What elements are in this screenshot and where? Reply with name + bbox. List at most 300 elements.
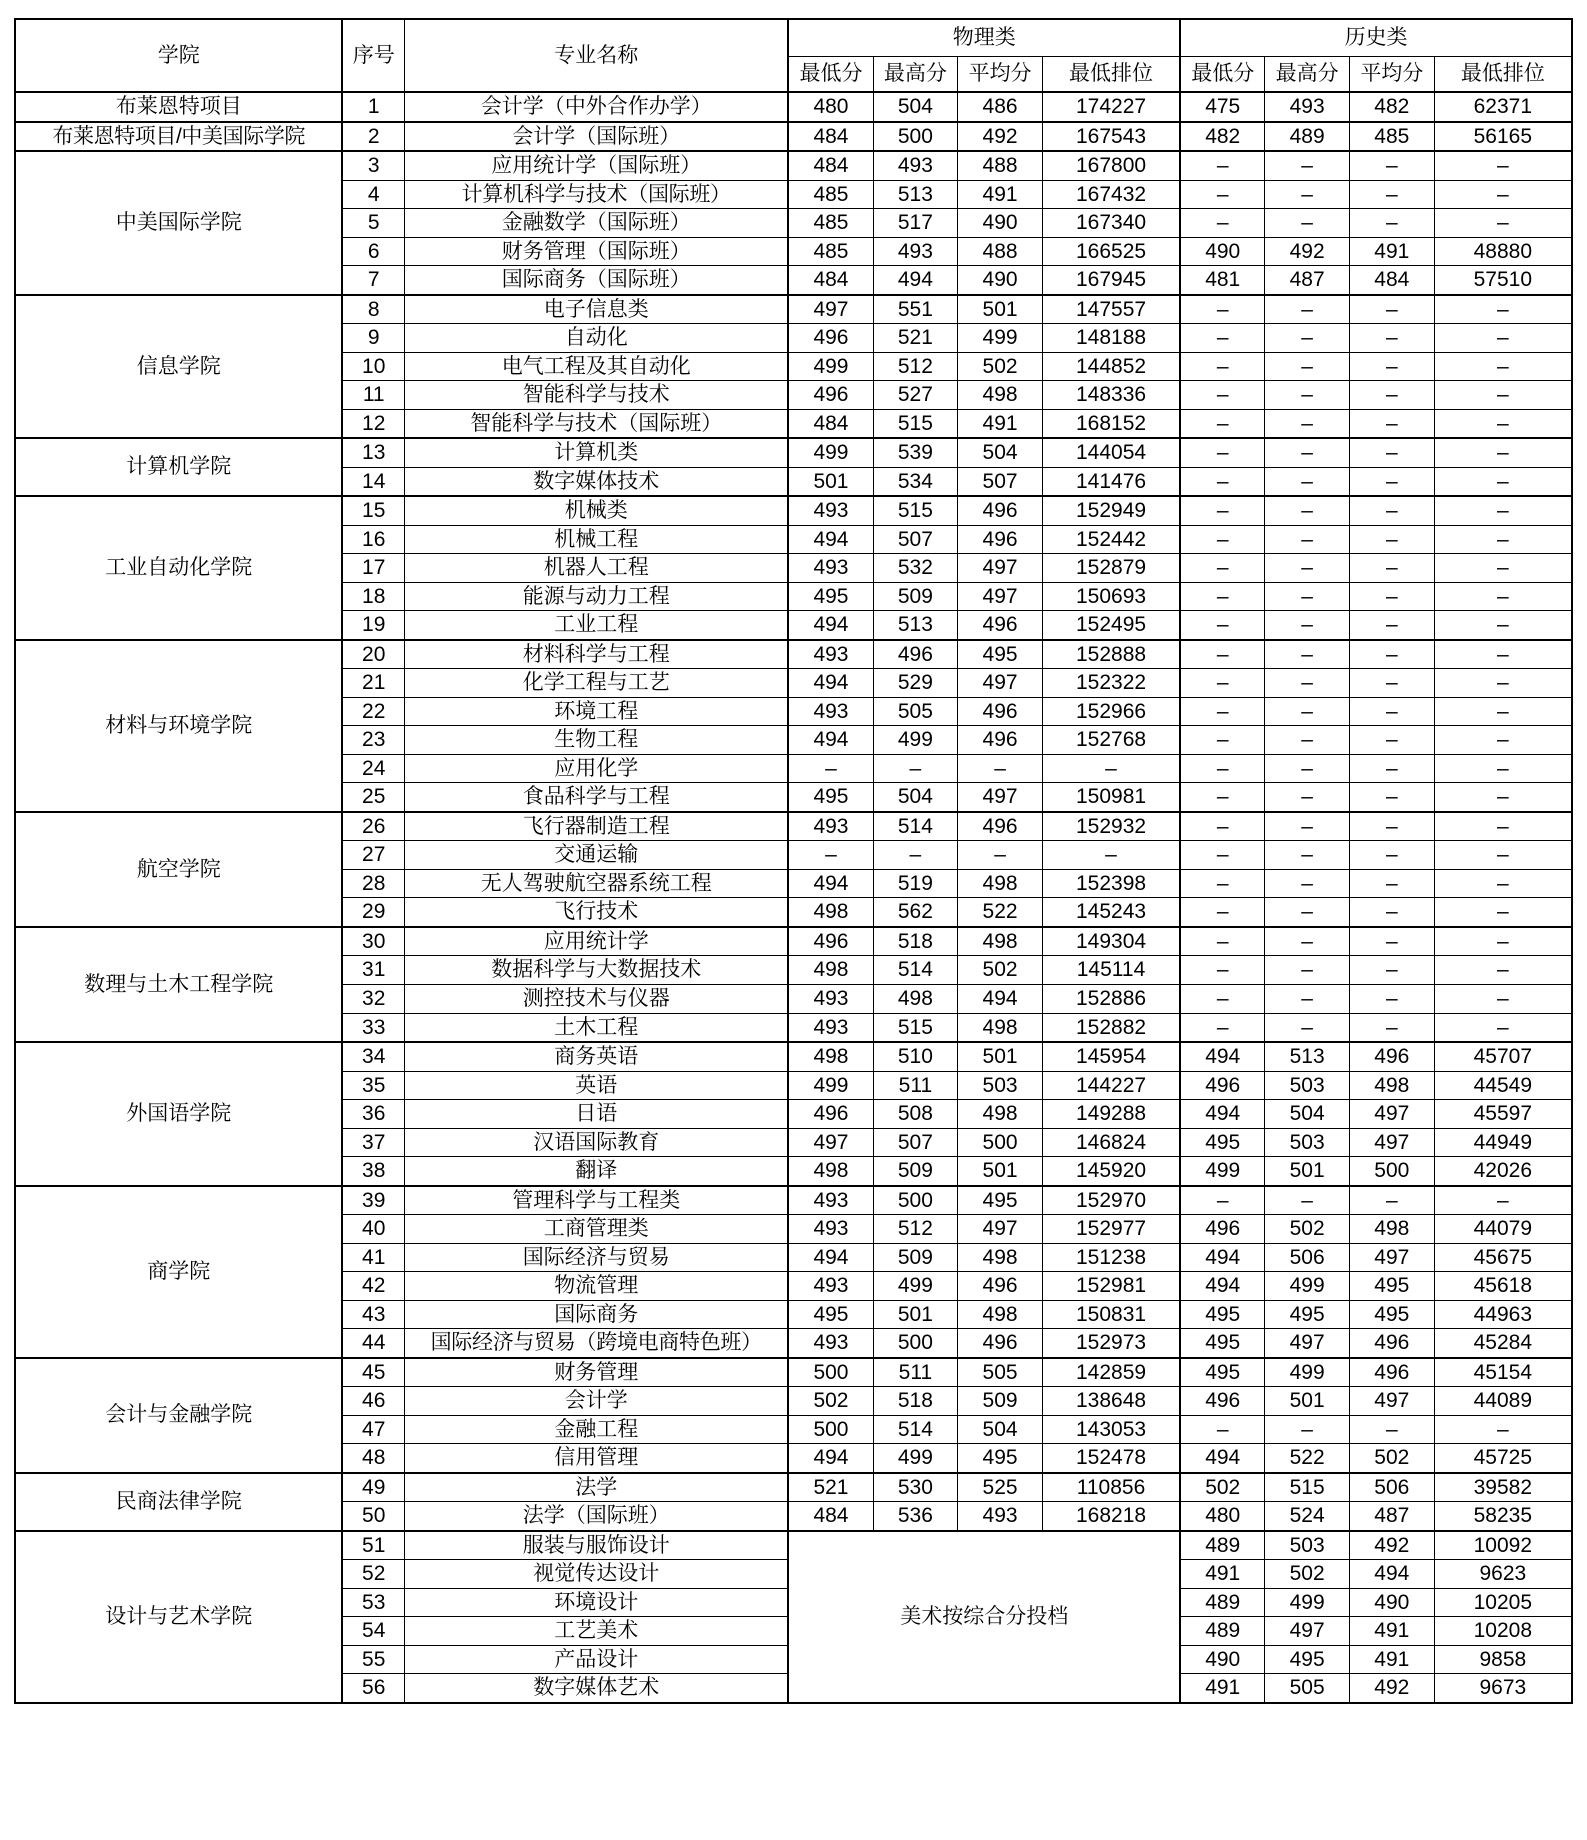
cell-history-min: 499 [1180,1157,1265,1186]
cell-physics-max: 496 [873,640,958,669]
cell-major: 数据科学与大数据技术 [405,956,789,985]
cell-physics-rank: 149288 [1042,1100,1180,1129]
cell-index: 14 [342,467,404,496]
cell-history-rank: – [1434,984,1572,1013]
cell-history-rank: 45597 [1434,1100,1572,1129]
cell-physics-max: 499 [873,1272,958,1301]
cell-index: 1 [342,92,404,122]
cell-history-avg: 500 [1349,1157,1434,1186]
cell-history-avg: 492 [1349,1531,1434,1560]
cell-physics-rank: 152442 [1042,525,1180,554]
cell-history-min: 494 [1180,1100,1265,1129]
cell-history-avg: – [1349,812,1434,841]
cell-history-rank: – [1434,898,1572,927]
cell-physics-min: 498 [788,956,873,985]
cell-college: 布莱恩特项目 [15,92,342,122]
admission-score-table [14,18,1573,1704]
cell-major: 材料科学与工程 [405,640,789,669]
cell-physics-max: 493 [873,151,958,180]
cell-history-avg: – [1349,869,1434,898]
cell-history-max: – [1265,726,1350,755]
cell-major: 翻译 [405,1157,789,1186]
cell-physics-avg: 503 [958,1071,1043,1100]
cell-index: 41 [342,1243,404,1272]
cell-index: 48 [342,1444,404,1473]
cell-history-max: 503 [1265,1128,1350,1157]
cell-history-rank: – [1434,409,1572,438]
cell-history-avg: 491 [1349,1645,1434,1674]
cell-history-avg: – [1349,352,1434,381]
cell-history-max: – [1265,841,1350,870]
cell-physics-avg: 488 [958,151,1043,180]
cell-physics-max: 501 [873,1300,958,1329]
cell-physics-max: 513 [873,180,958,209]
cell-major: 无人驾驶航空器系统工程 [405,869,789,898]
cell-history-max: – [1265,611,1350,640]
cell-physics-min: 494 [788,1444,873,1473]
cell-history-min: – [1180,409,1265,438]
cell-history-min: 490 [1180,1645,1265,1674]
cell-physics-avg: 507 [958,467,1043,496]
cell-physics-avg: 496 [958,525,1043,554]
cell-physics-min: 493 [788,697,873,726]
cell-index: 31 [342,956,404,985]
cell-history-avg: – [1349,1186,1434,1215]
cell-history-rank: 45707 [1434,1042,1572,1071]
cell-physics-max: 509 [873,582,958,611]
cell-physics-avg: 522 [958,898,1043,927]
cell-history-avg: – [1349,467,1434,496]
cell-history-rank: – [1434,151,1572,180]
cell-index: 22 [342,697,404,726]
cell-history-max: 492 [1265,237,1350,266]
cell-history-max: – [1265,898,1350,927]
cell-physics-rank: 145954 [1042,1042,1180,1071]
cell-history-rank: 45618 [1434,1272,1572,1301]
cell-history-avg: 497 [1349,1128,1434,1157]
cell-physics-min: 494 [788,669,873,698]
cell-index: 23 [342,726,404,755]
cell-physics-min: 493 [788,1013,873,1042]
cell-physics-min: 494 [788,869,873,898]
cell-physics-min: 499 [788,1071,873,1100]
table-row [15,1531,1572,1560]
cell-history-min: 489 [1180,1617,1265,1646]
cell-major: 自动化 [405,324,789,353]
cell-history-min: 494 [1180,1243,1265,1272]
cell-history-rank: – [1434,1415,1572,1444]
cell-physics-max: 508 [873,1100,958,1129]
cell-physics-rank: 152977 [1042,1215,1180,1244]
cell-major: 国际商务 [405,1300,789,1329]
table-row [15,438,1572,467]
cell-physics-max: 527 [873,381,958,410]
cell-physics-min: 495 [788,1300,873,1329]
cell-college: 材料与环境学院 [15,640,342,812]
cell-physics-rank: 152886 [1042,984,1180,1013]
table-row [15,122,1572,152]
cell-physics-max: 517 [873,209,958,238]
table-row [15,496,1572,525]
cell-history-min: – [1180,841,1265,870]
cell-history-max: 502 [1265,1560,1350,1589]
cell-history-rank: – [1434,1186,1572,1215]
cell-history-avg: 494 [1349,1560,1434,1589]
header-physics-rank: 最低排位 [1042,57,1180,93]
cell-physics-min: 496 [788,927,873,956]
table-row [15,151,1572,180]
cell-history-max: 493 [1265,92,1350,122]
cell-history-rank: – [1434,525,1572,554]
cell-history-min: 494 [1180,1272,1265,1301]
cell-physics-avg: 494 [958,984,1043,1013]
header-physics-min: 最低分 [788,57,873,93]
cell-history-min: – [1180,352,1265,381]
cell-history-min: – [1180,496,1265,525]
cell-college: 工业自动化学院 [15,496,342,640]
cell-index: 29 [342,898,404,927]
cell-history-avg: – [1349,640,1434,669]
cell-physics-avg: 490 [958,209,1043,238]
header-physics-max: 最高分 [873,57,958,93]
cell-history-rank: 39582 [1434,1473,1572,1502]
cell-major: 财务管理 [405,1358,789,1387]
cell-physics-max: 504 [873,783,958,812]
cell-major: 金融数学（国际班） [405,209,789,238]
cell-physics-avg: 502 [958,352,1043,381]
cell-history-min: 495 [1180,1128,1265,1157]
cell-physics-avg: 495 [958,640,1043,669]
cell-history-avg: – [1349,669,1434,698]
cell-history-avg: 497 [1349,1243,1434,1272]
cell-physics-max: 532 [873,554,958,583]
cell-major: 英语 [405,1071,789,1100]
cell-major: 智能科学与技术（国际班） [405,409,789,438]
cell-physics-max: 500 [873,122,958,152]
cell-major: 日语 [405,1100,789,1129]
cell-index: 35 [342,1071,404,1100]
cell-physics-max: 518 [873,927,958,956]
cell-history-rank: – [1434,381,1572,410]
cell-major: 会计学（国际班） [405,122,789,152]
cell-history-min: 480 [1180,1502,1265,1531]
cell-major: 机器人工程 [405,554,789,583]
cell-physics-rank: 152932 [1042,812,1180,841]
cell-history-max: 522 [1265,1444,1350,1473]
cell-major: 环境设计 [405,1588,789,1617]
cell-history-max: 505 [1265,1674,1350,1703]
cell-history-rank: 44963 [1434,1300,1572,1329]
cell-history-min: – [1180,697,1265,726]
cell-physics-avg: 498 [958,381,1043,410]
cell-history-max: 499 [1265,1272,1350,1301]
cell-history-rank: 57510 [1434,266,1572,295]
cell-physics-max: 536 [873,1502,958,1531]
cell-major: 金融工程 [405,1415,789,1444]
cell-history-max: – [1265,1415,1350,1444]
cell-index: 25 [342,783,404,812]
cell-major: 汉语国际教育 [405,1128,789,1157]
cell-history-max: – [1265,151,1350,180]
cell-physics-rank: 138648 [1042,1387,1180,1416]
cell-physics-rank: 142859 [1042,1358,1180,1387]
cell-physics-rank: 167340 [1042,209,1180,238]
cell-physics-rank: 150981 [1042,783,1180,812]
cell-history-min: – [1180,1186,1265,1215]
cell-physics-max: 519 [873,869,958,898]
cell-physics-max: 500 [873,1329,958,1358]
cell-physics-rank: 148336 [1042,381,1180,410]
cell-history-rank: 58235 [1434,1502,1572,1531]
cell-index: 9 [342,324,404,353]
cell-index: 28 [342,869,404,898]
cell-physics-rank: 144227 [1042,1071,1180,1100]
cell-physics-rank: 167543 [1042,122,1180,152]
cell-history-max: – [1265,409,1350,438]
cell-history-avg: – [1349,151,1434,180]
cell-history-min: – [1180,927,1265,956]
cell-history-min: – [1180,209,1265,238]
cell-history-min: 491 [1180,1674,1265,1703]
cell-history-min: 482 [1180,122,1265,152]
cell-history-min: – [1180,726,1265,755]
header-group-history: 历史类 [1180,19,1572,57]
cell-physics-min: 497 [788,295,873,324]
cell-physics-avg: 496 [958,1272,1043,1301]
cell-physics-min: 485 [788,237,873,266]
cell-physics-max: 499 [873,726,958,755]
cell-major: 机械工程 [405,525,789,554]
cell-physics-min: – [788,754,873,783]
cell-physics-max: 507 [873,1128,958,1157]
cell-physics-min: 494 [788,525,873,554]
cell-index: 46 [342,1387,404,1416]
cell-physics-avg: 495 [958,1444,1043,1473]
cell-physics-avg: 505 [958,1358,1043,1387]
cell-index: 6 [342,237,404,266]
cell-physics-rank: 150693 [1042,582,1180,611]
table-row [15,927,1572,956]
cell-history-avg: 497 [1349,1100,1434,1129]
cell-physics-min: 494 [788,726,873,755]
cell-major: 电气工程及其自动化 [405,352,789,381]
cell-physics-max: 515 [873,409,958,438]
cell-physics-rank: 168152 [1042,409,1180,438]
cell-index: 4 [342,180,404,209]
cell-major: 产品设计 [405,1645,789,1674]
cell-physics-min: 485 [788,180,873,209]
header-group-physics: 物理类 [788,19,1180,57]
cell-physics-min: 485 [788,209,873,238]
cell-physics-avg: 497 [958,783,1043,812]
cell-major: 管理科学与工程类 [405,1186,789,1215]
cell-history-avg: – [1349,409,1434,438]
table-row [15,812,1572,841]
cell-index: 18 [342,582,404,611]
cell-physics-rank: 152973 [1042,1329,1180,1358]
cell-history-avg: – [1349,754,1434,783]
cell-index: 5 [342,209,404,238]
cell-index: 44 [342,1329,404,1358]
cell-index: 10 [342,352,404,381]
cell-history-rank: – [1434,927,1572,956]
cell-history-min: 494 [1180,1444,1265,1473]
cell-physics-max: 493 [873,237,958,266]
cell-history-max: – [1265,467,1350,496]
cell-physics-avg: 498 [958,1100,1043,1129]
cell-history-max: – [1265,496,1350,525]
cell-history-max: – [1265,927,1350,956]
cell-history-avg: – [1349,324,1434,353]
cell-major: 机械类 [405,496,789,525]
cell-history-rank: – [1434,324,1572,353]
cell-history-min: – [1180,1013,1265,1042]
cell-history-min: – [1180,438,1265,467]
cell-physics-avg: 497 [958,1215,1043,1244]
cell-history-max: – [1265,381,1350,410]
cell-physics-min: 498 [788,1042,873,1071]
cell-physics-avg: 496 [958,611,1043,640]
cell-physics-avg: 497 [958,554,1043,583]
cell-history-min: 475 [1180,92,1265,122]
cell-physics-avg: 497 [958,582,1043,611]
cell-history-rank: – [1434,611,1572,640]
cell-history-max: 495 [1265,1645,1350,1674]
cell-history-max: 501 [1265,1157,1350,1186]
cell-history-avg: 491 [1349,1617,1434,1646]
cell-physics-min: 500 [788,1358,873,1387]
cell-index: 40 [342,1215,404,1244]
table-row [15,1473,1572,1502]
cell-history-rank: 10205 [1434,1588,1572,1617]
cell-physics-rank: 152966 [1042,697,1180,726]
cell-physics-avg: 492 [958,122,1043,152]
cell-physics-min: 493 [788,554,873,583]
cell-physics-min: 484 [788,409,873,438]
cell-major: 工业工程 [405,611,789,640]
cell-history-min: 489 [1180,1588,1265,1617]
cell-physics-rank: 152981 [1042,1272,1180,1301]
cell-physics-avg: 496 [958,697,1043,726]
cell-history-rank: 42026 [1434,1157,1572,1186]
cell-physics-avg: 491 [958,409,1043,438]
cell-physics-min: 493 [788,496,873,525]
cell-history-rank: – [1434,726,1572,755]
cell-major: 数字媒体技术 [405,467,789,496]
cell-history-min: – [1180,611,1265,640]
cell-history-min: – [1180,956,1265,985]
cell-history-min: 494 [1180,1042,1265,1071]
cell-physics-min: 496 [788,324,873,353]
cell-index: 51 [342,1531,404,1560]
cell-physics-avg: 504 [958,438,1043,467]
cell-history-rank: – [1434,669,1572,698]
cell-history-max: 497 [1265,1329,1350,1358]
cell-physics-avg: 486 [958,92,1043,122]
cell-index: 15 [342,496,404,525]
cell-history-rank: – [1434,1013,1572,1042]
cell-physics-min: 499 [788,438,873,467]
cell-history-min: – [1180,640,1265,669]
cell-physics-rank: 152322 [1042,669,1180,698]
cell-history-max: 524 [1265,1502,1350,1531]
cell-major: 飞行技术 [405,898,789,927]
cell-major: 智能科学与技术 [405,381,789,410]
cell-physics-avg: 500 [958,1128,1043,1157]
cell-history-avg: – [1349,898,1434,927]
cell-history-min: – [1180,180,1265,209]
cell-history-avg: 498 [1349,1215,1434,1244]
cell-physics-max: 514 [873,812,958,841]
header-college: 学院 [15,19,342,92]
cell-physics-rank: 147557 [1042,295,1180,324]
cell-history-max: – [1265,1013,1350,1042]
cell-index: 34 [342,1042,404,1071]
cell-physics-rank: 145920 [1042,1157,1180,1186]
cell-history-avg: 502 [1349,1444,1434,1473]
cell-history-max: – [1265,525,1350,554]
cell-physics-rank: 152478 [1042,1444,1180,1473]
cell-index: 33 [342,1013,404,1042]
cell-physics-max: 505 [873,697,958,726]
cell-major: 服装与服饰设计 [405,1531,789,1560]
cell-physics-max: 551 [873,295,958,324]
cell-physics-max: 530 [873,1473,958,1502]
cell-physics-min: 480 [788,92,873,122]
cell-index: 43 [342,1300,404,1329]
cell-major: 计算机科学与技术（国际班） [405,180,789,209]
cell-college: 外国语学院 [15,1042,342,1186]
cell-history-max: – [1265,180,1350,209]
cell-physics-max: 513 [873,611,958,640]
cell-history-rank: 48880 [1434,237,1572,266]
cell-major: 计算机类 [405,438,789,467]
cell-history-min: 495 [1180,1329,1265,1358]
cell-history-rank: – [1434,582,1572,611]
cell-history-avg: 496 [1349,1358,1434,1387]
cell-history-max: 489 [1265,122,1350,152]
cell-physics-max: 512 [873,1215,958,1244]
cell-physics-min: 495 [788,783,873,812]
cell-index: 30 [342,927,404,956]
cell-history-max: – [1265,984,1350,1013]
cell-index: 19 [342,611,404,640]
cell-history-rank: – [1434,754,1572,783]
cell-physics-max: 511 [873,1071,958,1100]
cell-history-max: – [1265,754,1350,783]
cell-major: 土木工程 [405,1013,789,1042]
cell-physics-min: 496 [788,1100,873,1129]
cell-history-max: 504 [1265,1100,1350,1129]
cell-physics-rank: 143053 [1042,1415,1180,1444]
cell-history-min: 491 [1180,1560,1265,1589]
cell-history-avg: 506 [1349,1473,1434,1502]
cell-physics-min: 494 [788,1243,873,1272]
cell-history-max: – [1265,209,1350,238]
cell-history-max: – [1265,640,1350,669]
cell-index: 26 [342,812,404,841]
cell-index: 27 [342,841,404,870]
cell-history-min: – [1180,783,1265,812]
header-history-min: 最低分 [1180,57,1265,93]
cell-physics-min: – [788,841,873,870]
cell-history-max: – [1265,956,1350,985]
cell-history-max: 502 [1265,1215,1350,1244]
cell-history-max: 503 [1265,1071,1350,1100]
cell-history-min: – [1180,554,1265,583]
cell-physics-avg: 490 [958,266,1043,295]
cell-history-min: – [1180,869,1265,898]
